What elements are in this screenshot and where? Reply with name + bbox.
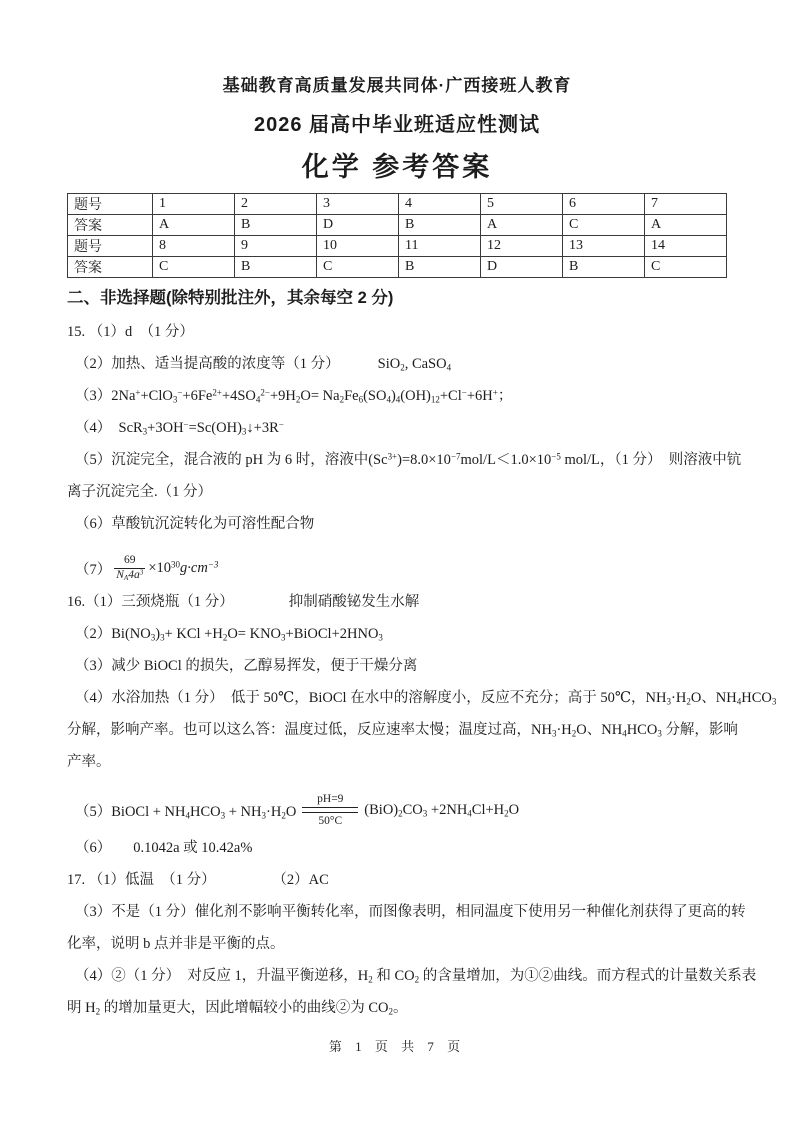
question-number-cell: 3 xyxy=(317,194,399,215)
answer-cell: B xyxy=(399,215,481,236)
q17-item-2-answer: （2）AC xyxy=(279,872,329,888)
exam-title: 2026 届高中毕业班适应性测试 xyxy=(253,114,541,136)
condition-above: pH=9 xyxy=(317,792,344,805)
q16-item-6 xyxy=(67,838,727,870)
q16-item-6-label: （6） xyxy=(75,840,112,856)
page-title: 化学 参考答案 xyxy=(301,152,493,182)
q17-item-3-line-2: 化率，说明 b 点并非是平衡的点。 xyxy=(67,936,285,952)
q16-item-1 xyxy=(67,592,727,624)
answer-table xyxy=(67,193,727,278)
q15-item-2-text: （2）加热、适当提高酸的浓度等（1 分） xyxy=(75,356,340,372)
question-number-cell: 12 xyxy=(481,236,563,257)
q15-item-7-units: $g\cdot cm^{-3}$ xyxy=(180,559,219,576)
q15-item-2 xyxy=(67,354,727,386)
answer-cell: B xyxy=(399,257,481,278)
answer-cell: C xyxy=(645,257,727,278)
q16-item-4-line-2: 分解，影响产率。也可以这么答：温度过低，反应速率太慢；温度过高，$NH_3\cdot H_2O$、$NH_4HCO_3$ 分解，影响 xyxy=(67,722,738,739)
q16-item-4-line-3: 产率。 xyxy=(67,754,111,770)
answer-cell: B xyxy=(235,215,317,236)
q17-item-3-line-1: （3）不是（1 分）催化剂不影响平衡转化率，而图像表明，相同温度下使用另一种催化剂获得了更高的转 xyxy=(75,904,746,920)
question-number-cell: 2 xyxy=(235,194,317,215)
answer-cell: D xyxy=(481,257,563,278)
question-number-cell: 10 xyxy=(317,236,399,257)
answer-cell: A xyxy=(481,215,563,236)
double-bond-equals xyxy=(302,807,358,813)
answer-cell: B xyxy=(563,257,645,278)
q16-item-1-reason: 抑制硝酸铋发生水解 xyxy=(288,594,420,610)
table-row xyxy=(68,257,727,278)
q15-item-7-expression xyxy=(67,546,727,590)
question-number-cell: 5 xyxy=(481,194,563,215)
q16-item-4-line-1: （4）水浴加热（1 分） 低于 50℃，BiOCl 在水中的溶解度小，反应不充分；高于 50℃，$NH_3\cdot H_2O$、$NH_4HCO_3$ xyxy=(75,690,777,707)
page-number: 第 1 页 共 7 页 xyxy=(328,1039,466,1054)
condition-below: 50°C xyxy=(318,815,343,827)
q16-item-5-reactants: （5）BiOCl + $NH_4HCO_3 + NH_3\cdot H_2O$ xyxy=(75,803,297,821)
q15-item-7-multiplier: $\times 10^{30}$ xyxy=(148,559,181,576)
table-row xyxy=(68,194,727,215)
answer-cell: C xyxy=(153,257,235,278)
q15-item-6: （6）草酸钪沉淀转化为可溶性配合物 xyxy=(75,516,315,532)
row-header: 题号 xyxy=(68,236,153,257)
table-row xyxy=(68,215,727,236)
q16-item-2-equation: $(2)Bi(NO_3)_3+$ KCl $+H_2O=$ $KNO_3+BiOCl+2HNO_3$ xyxy=(75,626,383,643)
q16-item-5-equation xyxy=(67,784,727,836)
q16-item-5-products: $(BiO)_2CO_3 +2NH_4Cl+H_2O$ xyxy=(364,801,520,819)
row-header: 题号 xyxy=(68,194,153,215)
q17-item-4-line-2: 明 $H_2$ 的增加量更大，因此增幅较小的曲线②为 $CO_2$。 xyxy=(67,1000,408,1017)
q17-item-1 xyxy=(67,870,727,902)
answer-cell: B xyxy=(235,257,317,278)
q17-item-1-answer: 17. （1）低温 （1 分） xyxy=(67,872,216,888)
question-number-cell: 11 xyxy=(399,236,481,257)
answer-cell: C xyxy=(563,215,645,236)
fraction-denominator: $N_A4a^3$ xyxy=(116,567,144,582)
q15-item-1: 15. （1）d （1 分） xyxy=(67,324,194,340)
organization-title: 基础教育高质量发展共同体·广西接班人教育 xyxy=(222,76,572,95)
q15-item-5-line-2: 离子沉淀完全.（1 分） xyxy=(67,484,212,500)
fraction xyxy=(114,554,145,581)
row-header: 答案 xyxy=(68,257,153,278)
q15-item-5-line-1: （5）沉淀完全，混合液的 pH 为 6 时，溶液中$(Sc^{3+})=8.0\times 10^{-7}mol/L<1.0\times 10^{-5}$ mol/L，（1 分） 则溶液中钪 xyxy=(75,451,742,468)
q15-item-3-equation: $(3)2Na^++ClO_3^-+6Fe^{2+}+4SO_4^{2-}+9H_2O= Na_2Fe_6(SO_4)_4(OH)_{12}+Cl^-+6H^+$； xyxy=(75,387,513,405)
q15-item-7-label: （7） xyxy=(75,561,112,578)
question-number-cell: 6 xyxy=(563,194,645,215)
question-number-cell: 14 xyxy=(645,236,727,257)
question-number-cell: 4 xyxy=(399,194,481,215)
q16-item-3: （3）减少 BiOCl 的损失，乙醇易挥发，便于干燥分离 xyxy=(75,658,418,674)
answer-cell: D xyxy=(317,215,399,236)
table-row xyxy=(68,236,727,257)
q16-item-6-value: 0.1042a 或 10.42a% xyxy=(133,840,253,856)
question-number-cell: 1 xyxy=(153,194,235,215)
question-number-cell: 8 xyxy=(153,236,235,257)
q15-item-4-equation: （4） $ScR_3+3OH^-=Sc(OH)_3↓+3R^-$ xyxy=(75,419,284,437)
q17-item-4-line-1: （4）②（1 分） 对反应 1，升温平衡逆移，$H_2$ 和 $CO_2$ 的含量增加，为①②曲线。而方程式的计量数关系表 xyxy=(75,968,757,985)
answer-cell: C xyxy=(317,257,399,278)
row-header: 答案 xyxy=(68,215,153,236)
q16-item-1-answer: 16.（1）三颈烧瓶（1 分） xyxy=(67,594,234,610)
question-number-cell: 9 xyxy=(235,236,317,257)
question-number-cell: 13 xyxy=(563,236,645,257)
fraction-numerator: 69 xyxy=(124,554,136,567)
answer-cell: A xyxy=(153,215,235,236)
section-heading: 二、非选择题(除特别批注外，其余每空 2 分) xyxy=(67,289,394,307)
q15-item-2-formulas: SiO$_2$, CaSO$_4$ xyxy=(377,356,452,373)
question-number-cell: 7 xyxy=(645,194,727,215)
answer-cell: A xyxy=(645,215,727,236)
reaction-conditions xyxy=(302,792,358,829)
